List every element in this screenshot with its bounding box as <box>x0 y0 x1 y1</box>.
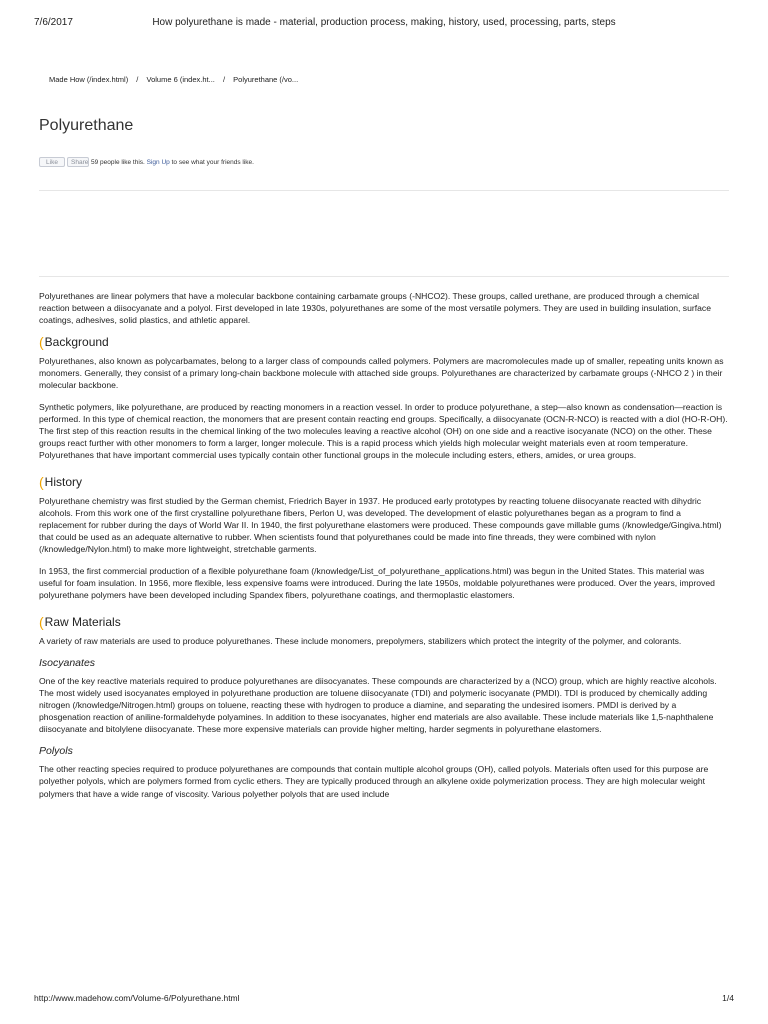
print-header <box>34 17 734 31</box>
section-heading-raw-materials <box>39 615 729 629</box>
facebook-like-widget <box>39 156 254 168</box>
heading-text: Raw Materials <box>44 614 121 629</box>
print-document-title: How polyurethane is made - material, production process, making, history, used, processing, parts, steps <box>152 17 616 28</box>
subheading-polyols: Polyols <box>39 745 73 758</box>
like-count-text <box>91 159 254 166</box>
breadcrumb <box>49 75 298 84</box>
signup-link[interactable]: Sign Up <box>146 158 170 166</box>
print-footer <box>34 993 734 1005</box>
heading-bracket-icon: ( <box>39 613 44 630</box>
heading-bracket-icon: ( <box>39 474 44 491</box>
raw-materials-paragraph: A variety of raw materials are used to produce polyurethanes. These include monomers, prepolymers, stabilizers which protect the integrity of the polymer, and colorants. <box>39 635 682 646</box>
background-paragraph-2: Synthetic polymers, like polyurethane, are produced by reacting monomers in a reaction vessel. In order to produce polyurethane, a step—also known as condensation—reaction is performed. In this type of chemical reaction, the monomers that are present contain reacting end groups. Specifically, a diisocyanate (OCN-R-NCO) is reacted with a diol (HO-R-OH). The first step of this reaction results in the chemical linking of the two molecules leaving a reactive alcohol (OH) on one side and a reactive isocyanate (NCO) on the other. These groups react further with other monomers to form a larger, longer molecule. This is a rapid process which yields high molecular weight materials even at room temperature. Polyurethanes that have important commercial uses typically contain other functional groups in the molecule including esters, ethers, amides, or urea groups. <box>39 401 728 460</box>
polyols-paragraph: The other reacting species required to produce polyurethanes are compounds that contain multiple alcohol groups (OH), called polyols. Materials often used for this purpose are polyether polyols, which are polymers formed from cyclic ethers. They are typically produced through an alkylene oxide polymerization process. They are high molecular weight polymers that have a wide range of viscosity. Various polyether polyols that are used include <box>39 764 709 799</box>
article-body <box>39 290 729 809</box>
section-heading-history <box>39 475 729 489</box>
divider-top <box>39 190 729 191</box>
heading-text: History <box>44 475 83 490</box>
page-number: 1/4 <box>722 993 734 1003</box>
heading-bracket-icon: ( <box>39 334 44 351</box>
section-heading-background <box>39 335 729 349</box>
divider-article <box>39 276 729 277</box>
print-url: http://www.madehow.com/Volume-6/Polyurethane.html <box>34 993 240 1003</box>
share-button[interactable]: Share <box>67 157 89 167</box>
history-paragraph-2: In 1953, the first commercial production of a flexible polyurethane foam (/knowledge/List_of_polyurethane_applications.html) was begun in the United States. This material was useful for foam insulation. In 1956, more flexible, less expensive foams were introduced. During the late 1950s, moldable polyurethanes were produced. Over the years, improved polyurethane polymers have been developed including Spandex fibers, polyurethane coatings, and thermoplastic elastomers. <box>39 565 715 600</box>
breadcrumb-item-made-how[interactable]: Made How (/index.html) <box>49 75 129 84</box>
history-paragraph-1: Polyurethane chemistry was first studied by the German chemist, Friedrich Bayer in 1937. He produced early prototypes by reacting toluene diisocyanate reacted with dihydric alcohols. From this work one of the first crystalline polyurethane fibers, Perlon U, was developed. The development of elastic polyurethanes began as a program to find a replacement for rubber during the days of World War II. In 1940, the first polyurethane elastomers were produced. These compounds gave millable gums (/knowledge/Gingiva.html) that could be used as an adequate alternative to rubber. When scientists found that polyurethanes could be made into fine threads, they were combined with nylon (/knowledge/Nylon.html) to make more lightweight, stretchable garments. <box>39 496 722 555</box>
isocyanates-paragraph: One of the key reactive materials required to produce polyurethanes are diisocyanates. These compounds are characterized by a (NCO) group, which are highly reactive alcohols. The most widely used isocyanates employed in polyurethane production are toluene diisocyanate (TDI) and polymeric isocyanate (PMDI). TDI is produced by chemically adding nitrogen (/knowledge/Nitrogen.html) groups on toluene, reacting these with hydrogen to produce a diamine, and separating the undesired isomers. PMDI is derived by a phosgenation reaction of aniline-formaldehyde polyamines. In addition to these isocyanates, higher end materials are also available. These include materials like 1,5-naphthalene diisocyanate and bitolylene diisocyanate. These more expensive materials can provide higher melting, harder segments in polyurethane elastomers. <box>39 675 717 735</box>
breadcrumb-item-polyurethane[interactable]: Polyurethane (/vo... <box>233 75 299 84</box>
intro-paragraph: Polyurethanes are linear polymers that have a molecular backbone containing carbamate groups (-NHCO2). These groups, called urethane, are produced through a chemical reaction between a diisocyanate and a polyol. First developed in late 1930s, polyurethanes are some of the most versatile polymers. They are used in building insulation, surface coatings, adhesives, solid plastics, and athletic apparel. <box>39 291 711 326</box>
breadcrumb-separator: / <box>136 75 139 84</box>
background-paragraph-1: Polyurethanes, also known as polycarbamates, belong to a larger class of compounds called polymers. Polymers are macromolecules made up of smaller, repeating units known as monomers. Generally, they consist of a primary long-chain backbone molecule with attached side groups. Polyurethanes are characterized by carbamate groups (-NHCO 2 ) in their molecular backbone. <box>39 356 724 391</box>
heading-text: Background <box>44 335 109 350</box>
like-button[interactable]: Like <box>39 157 65 167</box>
like-count: 59 people like this. <box>91 158 145 166</box>
subheading-isocyanates: Isocyanates <box>39 656 96 669</box>
print-date: 7/6/2017 <box>34 17 73 28</box>
page-title: Polyurethane <box>39 117 134 134</box>
breadcrumb-separator: / <box>222 75 226 84</box>
breadcrumb-item-volume-6[interactable]: Volume 6 (index.ht... <box>146 75 215 84</box>
signup-suffix: to see what your friends like. <box>171 158 254 166</box>
